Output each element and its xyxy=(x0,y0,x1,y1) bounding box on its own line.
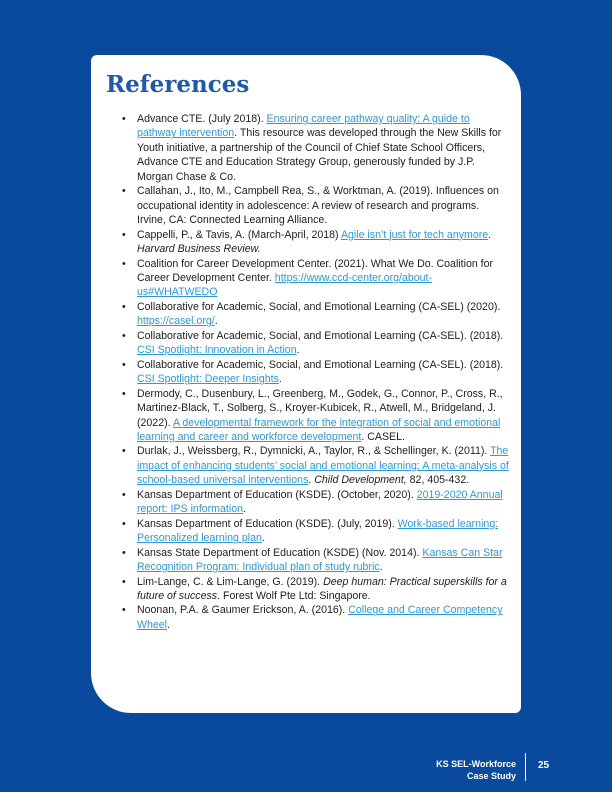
reference-text: Dermody, C., Dusenbury, L., Greenberg, M., Godek, G., Connor, P., Cross, R., Martinez-Black, T., Solberg, S., Kroyer-Kubicek, R., Atwell, M., Bridgeland, J. (2022). xyxy=(137,387,503,429)
reference-link[interactable]: CSI Spotlight: Deeper Insights xyxy=(137,373,279,386)
reference-text: . xyxy=(167,618,170,631)
reference-text: . xyxy=(242,503,246,516)
reference-text: Kansas Department of Education (KSDE). (October, 2020). xyxy=(137,488,417,501)
reference-item xyxy=(122,546,510,575)
reference-item xyxy=(122,329,510,358)
reference-link[interactable]: A developmental framework for the integration of social and emotional learning and career and workforce development xyxy=(137,416,501,443)
reference-text: Advance CTE. (July 2018). xyxy=(137,113,267,125)
page-number: 25 xyxy=(538,760,550,771)
reference-item xyxy=(122,112,510,184)
reference-text: . xyxy=(278,373,282,386)
footer-divider xyxy=(525,753,526,781)
reference-link[interactable]: Agile isn’t just for tech anymore xyxy=(340,228,489,241)
reference-item xyxy=(122,517,510,546)
reference-item xyxy=(122,575,510,604)
reference-text: 82, 405-432. xyxy=(406,474,470,487)
reference-item xyxy=(122,387,510,445)
reference-text: Noonan, P.A. & Gaumer Erickson, A. (2016). xyxy=(137,604,349,617)
reference-link[interactable]: CSI Spotlight: Innovation in Action xyxy=(137,344,297,357)
reference-link[interactable]: Ensuring career pathway quality: A guide to pathway intervention xyxy=(137,113,470,140)
reference-text: . CASEL. xyxy=(361,430,405,443)
reference-italic-text: Deep human: Practical superskills for a future of success xyxy=(137,575,507,602)
footer-line-2: Case Study xyxy=(466,771,516,781)
footer-doc-title xyxy=(436,758,516,782)
reference-text: Collaborative for Academic, Social, and Emotional Learning (CA-SEL). (2018). xyxy=(137,329,504,342)
footer-line-1: KS SEL-Workforce xyxy=(436,759,516,769)
reference-text: . xyxy=(488,228,492,241)
reference-text: Kansas Department of Education (KSDE). (July, 2019). xyxy=(137,517,398,530)
reference-link[interactable]: 2019-2020 Annual report: IPS information xyxy=(137,488,503,516)
reference-link[interactable]: https://www.ccd-center.org/about-us#WHATWEDO xyxy=(137,271,433,299)
reference-item xyxy=(122,228,510,257)
reference-item xyxy=(122,300,510,329)
reference-item xyxy=(122,358,510,387)
reference-link[interactable]: College and Career Competency Wheel xyxy=(137,604,503,631)
reference-link[interactable]: https://casel.org/ xyxy=(137,315,215,328)
reference-text: Callahan, J., Ito, M., Campbell Rea, S., & Worktman, A. (2019). Influences on occupational identity in adolescence: A review of research and programs. Irvine, CA: Connected Learning Alliance. xyxy=(137,185,499,227)
page-title: References xyxy=(106,71,250,98)
reference-link[interactable]: Work-based learning: Personalized learning plan xyxy=(137,517,499,545)
reference-link[interactable]: The impact of enhancing students’ social and emotional learning: A meta-analysis of school-based universal interventions xyxy=(137,445,509,487)
reference-text: . xyxy=(308,474,315,487)
reference-link[interactable]: Kansas Can Star Recognition Program: Individual plan of study rubric xyxy=(137,546,503,574)
reference-item xyxy=(122,603,510,632)
reference-text: Lim-Lange, C. & Lim-Lange, G. (2019). xyxy=(137,575,324,588)
reference-item xyxy=(122,488,510,517)
reference-text: Collaborative for Academic, Social, and Emotional Learning (CA-SEL) (2020). xyxy=(137,300,501,313)
reference-list xyxy=(122,112,510,632)
reference-text: . xyxy=(261,532,265,545)
reference-item xyxy=(122,257,510,300)
reference-item xyxy=(122,184,510,227)
reference-text: . This resource was developed through the New Skills for Youth initiative, a partnership of the Council of Chief State School Officers, Advance CTE and Education Strategy Group, generously funded by J.P. Morgan Chase & Co. xyxy=(137,127,502,183)
reference-item xyxy=(122,444,510,487)
reference-italic-text: Harvard Business Review. xyxy=(137,243,261,256)
reference-text: Collaborative for Academic, Social, and Emotional Learning (CA-SEL). (2018). xyxy=(137,358,504,371)
reference-italic-text: Child Development, xyxy=(314,474,407,487)
reference-text: Coalition for Career Development Center. (2021). What We Do. Coalition for Career Development Center. xyxy=(137,257,494,284)
reference-text: Durlak, J., Weissberg, R., Dymnicki, A., Taylor, R., & Schellinger, K. (2011). xyxy=(137,445,491,458)
reference-text: . xyxy=(379,561,383,574)
reference-text: . Forest Wolf Pte Ltd: Singapore. xyxy=(217,589,371,602)
reference-text: . xyxy=(296,344,300,357)
reference-text: Kansas State Department of Education (KSDE) (Nov. 2014). xyxy=(137,546,423,559)
reference-text: . xyxy=(214,315,218,328)
reference-text: Cappelli, P., & Tavis, A. (March-April, 2018) xyxy=(137,228,341,241)
